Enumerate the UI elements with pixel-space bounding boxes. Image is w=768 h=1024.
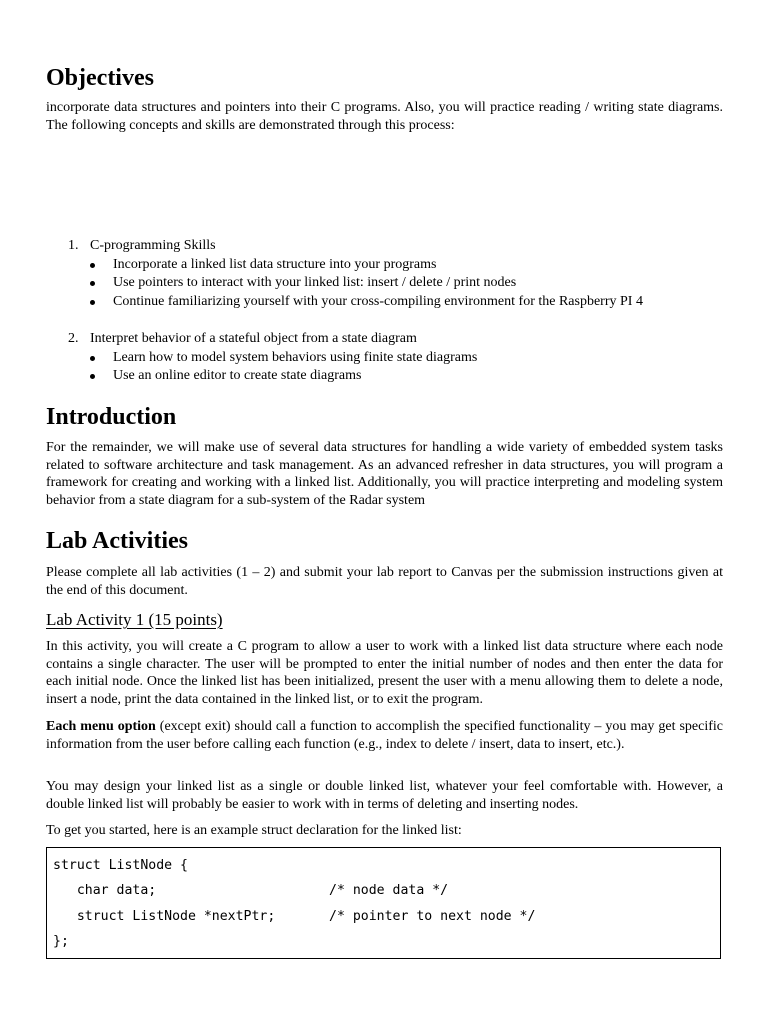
code-line: struct ListNode *nextPtr; /* pointer to next node */ [53, 909, 536, 924]
numbered-item-2 [46, 330, 723, 386]
code-line: struct ListNode { [53, 858, 188, 873]
lab-activity-1-heading: Lab Activity 1 (15 points) [46, 610, 223, 629]
list-item: Incorporate a linked list data structure into your programs [46, 256, 723, 275]
item-number: 2. [68, 331, 79, 346]
design-paragraph: You may design your linked list as a single or double linked list, whatever your feel comfortable with. However, a double linked list will probably be easier to work with in terms of deleting and inserting nodes. [46, 779, 723, 812]
bullet-list [46, 349, 723, 386]
list-item: Use an online editor to create state diagrams [46, 367, 723, 386]
bullet-icon [90, 356, 95, 361]
list-item: Use pointers to interact with your linked list: insert / delete / print nodes [46, 274, 723, 293]
item-label: C-programming Skills [90, 238, 216, 253]
bullet-icon [90, 300, 95, 305]
item-label: Interpret behavior of a stateful object from a state diagram [90, 331, 417, 346]
objectives-heading: Objectives [46, 65, 154, 91]
numbered-item-1 [46, 237, 723, 311]
code-line: char data; /* node data */ [53, 883, 449, 898]
menu-option-bold: Each menu option [46, 719, 156, 734]
code-block [46, 847, 721, 959]
introduction-heading: Introduction [46, 404, 177, 430]
introduction-paragraph: For the remainder, we will make use of several data structures for handling a wide variety of embedded system tasks related to software architecture and task management. As an advanced refresher in data structures, you will program a framework for creating and working with a linked list. Additionally, you will practice interpreting and modeling system behavior from a state diagram for a sub-system of the Radar system [46, 440, 723, 508]
menu-option-paragraph [46, 718, 723, 753]
objectives-paragraph: incorporate data structures and pointers into their C programs. Also, you will practice reading / writing state diagrams. The following concepts and skills are demonstrated through this process: [46, 100, 723, 133]
get-started-paragraph: To get you started, here is an example struct declaration for the linked list: [46, 823, 462, 838]
bullet-list [46, 256, 723, 312]
menu-option-text: (except exit) should call a function to accomplish the specified functionality – you may get specific information from the user before calling each function (e.g., index to delete / insert, data to insert, etc.). [46, 719, 723, 752]
list-item: Learn how to model system behaviors using finite state diagrams [46, 349, 723, 368]
code-comment: /* node data */ [329, 883, 449, 898]
activity-1-paragraph: In this activity, you will create a C program to allow a user to work with a linked list data structure where each node contains a single character. The user will be prompted to enter the initial number of nodes and then enter the data for each initial node. Once the linked list has been initialized, present the user with a menu allowing them to delete a node, insert a node, print the data contained in the linked list, or to exit the program. [46, 639, 723, 707]
bullet-icon [90, 374, 95, 379]
bullet-icon [90, 281, 95, 286]
list-item: Continue familiarizing yourself with your cross-compiling environment for the Raspberry PI 4 [46, 293, 723, 312]
item-number: 1. [68, 238, 79, 253]
bullet-icon [90, 263, 95, 268]
code-comment: /* pointer to next node */ [329, 909, 536, 924]
code-line: }; [53, 934, 69, 949]
lab-activities-heading: Lab Activities [46, 528, 188, 554]
lab-activities-paragraph: Please complete all lab activities (1 – 2) and submit your lab report to Canvas per the submission instructions given at the end of this document. [46, 565, 723, 598]
